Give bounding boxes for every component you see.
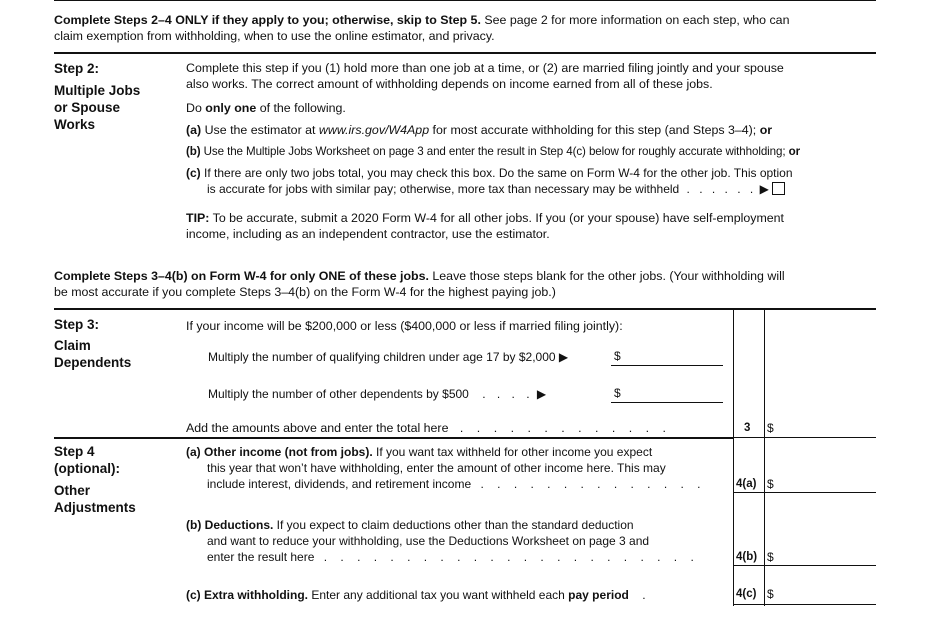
step2-label-4: Works xyxy=(54,117,96,132)
step4a-text xyxy=(186,444,731,492)
step3-label xyxy=(54,316,131,371)
step4a-line2: this year that won’t have withholding, enter the amount of other income here. This may xyxy=(207,461,666,475)
line-4a-label: 4(a) xyxy=(736,478,757,490)
step4a-dots: . . . . . . . . . . . . . . xyxy=(480,477,706,491)
arrow-right-icon: ▶ xyxy=(759,182,769,196)
step4b-line2: and want to reduce your withholding, use the Deductions Worksheet on page 3 and xyxy=(207,534,650,548)
mid-line2: be most accurate if you complete Steps 3–4(b) on the Form W-4 for the highest paying job.) xyxy=(54,285,556,299)
step4c-bold: (c) Extra withholding. xyxy=(186,588,308,602)
children-amount-input[interactable] xyxy=(611,365,723,366)
step2-option-b xyxy=(186,144,886,160)
estimator-link[interactable]: www.irs.gov/W4App xyxy=(318,123,430,137)
step4a-line3: include interest, dividends, and retirement income xyxy=(207,477,472,491)
step2-label xyxy=(54,60,140,133)
mid-bold: Complete Steps 3–4(b) on Form W-4 for only ONE of these jobs. xyxy=(54,269,429,283)
step3-label-3: Dependents xyxy=(54,355,132,370)
intro-line2: claim exemption from withholding, when to use the online estimator, and privacy. xyxy=(54,29,495,43)
step4a-bold: (a) Other income (not from jobs). xyxy=(186,445,373,459)
step2-label-2: Multiple Jobs xyxy=(54,83,141,98)
step2-label-3: or Spouse xyxy=(54,100,121,115)
step4c-pay-period: pay period xyxy=(568,588,629,602)
step3-top-rule xyxy=(54,308,876,310)
other-dependents-row xyxy=(208,386,546,402)
children-dollar: $ xyxy=(614,349,621,363)
step3-total-text: Add the amounts above and enter the total here xyxy=(186,421,449,435)
step2-p1-line1: Complete this step if you (1) hold more than one job at a time, or (2) are married filing jointly and your spouse xyxy=(186,61,784,75)
step4-label-1: Step 4 xyxy=(54,444,95,459)
do-pre: Do xyxy=(186,101,206,115)
step4-label-2: (optional): xyxy=(54,461,120,476)
step4-top-rule xyxy=(54,437,734,439)
do-bold: only one xyxy=(205,101,257,115)
amount-column-mid-rule xyxy=(764,309,765,606)
step3-total-row xyxy=(186,420,671,436)
option-a-pre: Use the estimator at xyxy=(201,123,319,137)
step2-label-1: Step 2: xyxy=(54,61,100,76)
line-3-dollar: $ xyxy=(767,421,774,435)
step4b-bold: (b) Deductions. xyxy=(186,518,274,532)
step2-top-rule xyxy=(54,52,876,54)
step4c-pre: Enter any additional tax you want withheld each xyxy=(308,588,569,602)
other-dependents-dots: . . . . xyxy=(482,387,534,401)
step4-label-4: Adjustments xyxy=(54,500,136,515)
step2-p1 xyxy=(186,60,886,92)
step4b-line3: enter the result here xyxy=(207,550,315,564)
step2-do-only-one xyxy=(186,100,886,116)
option-b-or: or xyxy=(788,145,800,158)
line-4c-dollar: $ xyxy=(767,587,774,601)
option-a-or: or xyxy=(759,123,773,137)
line-4c-label: 4(c) xyxy=(736,588,757,600)
children-text: Multiply the number of qualifying children under age 17 by $2,000 xyxy=(208,350,556,364)
option-b-text: Use the Multiple Jobs Worksheet on page 3 and enter the result in Step 4(c) below for roughly accurate withholding; xyxy=(200,145,789,158)
option-a-post: for most accurate withholding for this step (and Steps 3–4); xyxy=(429,123,760,137)
option-b-tag: (b) xyxy=(186,145,201,158)
step3-label-1: Step 3: xyxy=(54,317,100,332)
line-4b-dollar: $ xyxy=(767,550,774,564)
step4-label-3: Other xyxy=(54,483,91,498)
mid-rest: Leave those steps blank for the other jobs. (Your withholding will xyxy=(428,269,785,283)
step2-option-a xyxy=(186,122,886,138)
option-c-line2: is accurate for jobs with similar pay; otherwise, more tax than necessary may be withheld xyxy=(207,182,680,196)
option-c-tag: (c) xyxy=(186,166,201,180)
mid-paragraph xyxy=(54,268,884,300)
arrow-right-icon: ▶ xyxy=(558,350,569,364)
intro-paragraph xyxy=(54,12,884,44)
tip-bold: TIP: xyxy=(186,211,210,225)
step3-intro: If your income will be $200,000 or less ($400,000 or less if married filing jointly): xyxy=(186,319,623,333)
step3-label-2: Claim xyxy=(54,338,91,353)
top-rule xyxy=(54,0,876,1)
amount-column-left-rule xyxy=(733,309,734,606)
line-4b-label: 4(b) xyxy=(736,551,758,563)
do-post: of the following. xyxy=(256,101,346,115)
children-row xyxy=(208,349,568,365)
option-c-dots: . . . . . . xyxy=(686,182,757,196)
step2-body xyxy=(186,60,886,242)
other-dependents-dollar: $ xyxy=(614,386,621,400)
line-3-bottom-rule xyxy=(733,437,876,438)
step2-p1-line2: also works. The correct amount of withholding depends on income earned from all of these jobs. xyxy=(186,77,713,91)
step4-label xyxy=(54,443,136,516)
arrow-right-icon: ▶ xyxy=(536,387,547,401)
step4c-dots: . xyxy=(642,588,646,602)
line-4a-dollar: $ xyxy=(767,477,774,491)
step2-option-c xyxy=(186,165,886,197)
step4c-text xyxy=(186,587,731,603)
tip-line1: To be accurate, submit a 2020 Form W-4 for all other jobs. If you (or your spouse) have self-employment xyxy=(209,211,784,225)
step4b-line1: If you expect to claim deductions other than the standard deduction xyxy=(273,518,634,532)
step4b-dots: . . . . . . . . . . . . . . . . . . . . . . . xyxy=(323,550,699,564)
other-dependents-text: Multiply the number of other dependents by $500 xyxy=(208,387,469,401)
option-a-tag: (a) xyxy=(186,123,202,137)
line-4a-amount-input[interactable] xyxy=(733,492,876,493)
two-jobs-checkbox[interactable] xyxy=(772,182,785,195)
line-3-label: 3 xyxy=(744,422,751,434)
other-dependents-amount-input[interactable] xyxy=(611,402,723,403)
intro-rest: See page 2 for more information on each step, who can xyxy=(480,13,790,27)
option-c-line1: If there are only two jobs total, you may check this box. Do the same on Form W-4 for the other job. This option xyxy=(200,166,793,180)
line-4b-amount-input[interactable] xyxy=(733,565,876,566)
step4b-text xyxy=(186,517,731,565)
line-4c-amount-input[interactable] xyxy=(733,604,876,605)
step4a-line1: If you want tax withheld for other income you expect xyxy=(372,445,653,459)
tip-line2: income, including as an independent contractor, use the estimator. xyxy=(186,227,550,241)
intro-bold: Complete Steps 2–4 ONLY if they apply to you; otherwise, skip to Step 5. xyxy=(54,13,481,27)
step3-total-dots: . . . . . . . . . . . . . xyxy=(459,421,671,435)
step2-tip xyxy=(186,210,886,242)
